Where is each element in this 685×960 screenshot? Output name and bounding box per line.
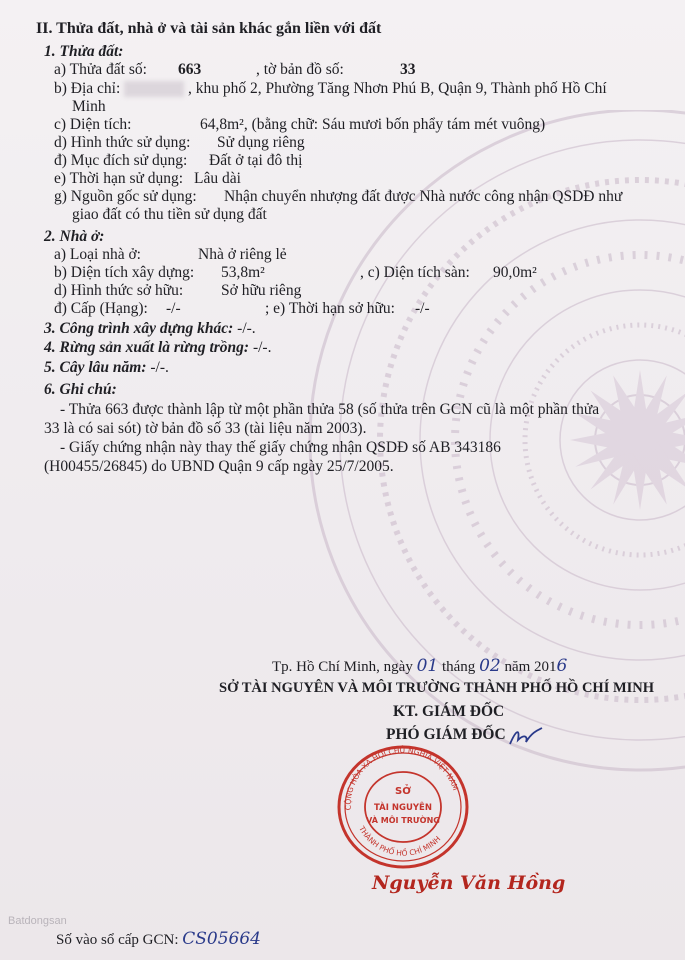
parcel-number: 663	[178, 61, 202, 78]
floor-area-label: , c) Diện tích sàn:	[360, 264, 470, 281]
grade-row	[54, 300, 430, 318]
seal-ring-top: CỘNG HÒA XÃ HỘI CHỦ NGHĨA VIỆT NAM	[343, 745, 461, 811]
watermark: Batdongsan	[8, 915, 67, 927]
issue-date	[272, 657, 567, 676]
term-label: e) Thời hạn sử dụng:	[54, 170, 184, 187]
house-type-row	[54, 246, 287, 264]
area-value: 64,8m², (bằng chữ: Sáu mươi bốn phẩy tám mét vuông)	[200, 116, 546, 133]
own-term-value: -/-	[415, 300, 430, 317]
address-value: , khu phố 2, Phường Tăng Nhơn Phú B, Quận 9, Thành phố Hồ Chí	[188, 80, 607, 97]
origin-value: Nhận chuyển nhượng đất được Nhà nước công nhận QSDĐ như	[224, 188, 623, 205]
seal-center-2: TÀI NGUYÊN	[374, 803, 432, 813]
forest-row	[44, 339, 271, 357]
grade-label: đ) Cấp (Hạng):	[54, 300, 148, 317]
redacted-house-number	[124, 81, 184, 97]
origin-row	[54, 188, 623, 206]
house-type-label: a) Loại nhà ở:	[54, 246, 141, 263]
note-2: - Giấy chứng nhận này thay thế giấy chứng nhận QSDĐ số AB 343186	[60, 439, 501, 456]
trees-row	[44, 359, 169, 377]
note-2-cont: (H00455/26845) do UBND Quận 9 cấp ngày 25/7/2005.	[44, 458, 394, 475]
purpose-value: Đất ở tại đô thị	[209, 152, 303, 169]
other-works-value: -/-.	[237, 320, 256, 337]
date-month-label: tháng	[441, 659, 476, 675]
trees-label: 5. Cây lâu năm:	[44, 359, 147, 376]
purpose-row	[54, 152, 303, 170]
other-works-row	[44, 320, 256, 338]
kt-director: KT. GIÁM ĐỐC	[393, 703, 505, 720]
floor-area-value: 90,0m²	[493, 264, 537, 281]
entry-row	[56, 930, 261, 949]
origin-cont: giao đất có thu tiền sử dụng đất	[72, 206, 267, 223]
own-term-label: ; e) Thời hạn sở hữu:	[265, 300, 395, 317]
purpose-label: đ) Mục đích sử dụng:	[54, 152, 188, 169]
address-cont: Minh	[72, 98, 106, 115]
initial-signature-icon	[506, 726, 546, 748]
other-works-label: 3. Công trình xây dựng khác:	[44, 320, 234, 337]
trees-value: -/-.	[150, 359, 169, 376]
build-area-value: 53,8m²	[221, 264, 265, 281]
note-1: - Thửa 663 được thành lập từ một phần thửa 58 (số thửa trên GCN cũ là một phần thửa	[60, 401, 600, 418]
forest-value: -/-.	[252, 339, 272, 356]
area-label: c) Diện tích:	[54, 116, 132, 133]
use-form-value: Sử dụng riêng	[217, 134, 305, 151]
use-form-row	[54, 134, 305, 152]
entry-label: Số vào sổ cấp GCN:	[56, 932, 179, 948]
term-row	[54, 170, 241, 188]
note-1-cont: 33 là có sai sót) tờ bản đồ số 33 (tài liệu năm 2003).	[44, 420, 367, 437]
own-form-row	[54, 282, 302, 300]
build-area-row	[54, 264, 537, 282]
own-form-label: d) Hình thức sở hữu:	[54, 282, 184, 299]
term-value: Lâu dài	[194, 170, 241, 187]
svg-text:CỘNG HÒA XÃ HỘI CHỦ NGHĨA VIỆT	[344, 745, 460, 811]
forest-label: 4. Rừng sản xuất là rừng trồng:	[44, 339, 250, 356]
entry-number: CS05664	[182, 929, 261, 949]
build-area-label: b) Diện tích xây dựng:	[54, 264, 195, 281]
official-seal	[333, 742, 473, 872]
parcel-label: a) Thửa đất số:	[54, 61, 147, 78]
seal-center-3: VÀ MÔI TRƯỜNG	[366, 816, 440, 825]
house-type-value: Nhà ở riêng lẻ	[198, 246, 287, 263]
house-title: 2. Nhà ở:	[44, 228, 105, 245]
date-year-digit: 6	[556, 656, 568, 676]
map-label: , tờ bản đồ số:	[256, 61, 344, 78]
map-number: 33	[400, 61, 416, 78]
origin-label: g) Nguồn gốc sử dụng:	[54, 188, 197, 205]
address-row	[54, 80, 607, 98]
date-month: 02	[479, 656, 501, 676]
parcel-row	[54, 61, 416, 79]
land-title: 1. Thửa đất:	[44, 43, 124, 60]
use-form-label: d) Hình thức sử dụng:	[54, 134, 191, 151]
svg-text:THÀNH PHỐ HỒ CHÍ MINH	[357, 824, 443, 858]
signer-name: Nguyễn Văn Hồng	[372, 872, 566, 894]
section-heading: II. Thửa đất, nhà ở và tài sản khác gắn liền với đất	[36, 20, 382, 37]
deputy-director-label: PHÓ GIÁM ĐỐC	[386, 726, 506, 743]
own-form-value: Sở hữu riêng	[221, 282, 302, 299]
area-row	[54, 116, 546, 134]
date-day: 01	[416, 656, 439, 676]
address-label: b) Địa chỉ:	[54, 80, 121, 97]
seal-center-1: SỞ	[395, 786, 411, 797]
seal-ring-bottom: THÀNH PHỐ HỒ CHÍ MINH	[357, 824, 443, 858]
issuing-department: SỞ TÀI NGUYÊN VÀ MÔI TRƯỜNG THÀNH PHỐ HỒ CHÍ MINH	[219, 680, 655, 696]
date-place: Tp. Hồ Chí Minh, ngày	[272, 659, 413, 675]
notes-title: 6. Ghi chú:	[44, 381, 117, 398]
date-year-label: năm 201	[504, 659, 557, 675]
grade-value: -/-	[166, 300, 181, 317]
